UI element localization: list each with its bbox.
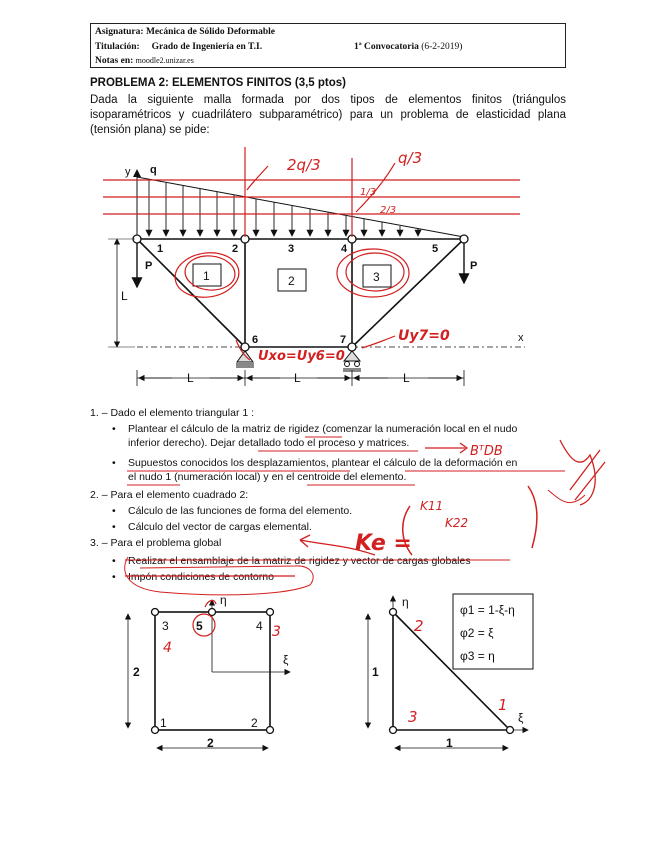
q1-bullet1-b: inferior derecho). Dejar detallado todo el proceso y matrices. [128,437,410,449]
quad-n1: 1 [160,716,167,730]
node-5 [460,235,468,243]
node-7 [348,343,356,351]
asignatura-label: Asignatura [95,27,141,37]
node-1-label: 1 [157,243,164,255]
notas-value: moodle2.unizar.es [135,56,194,65]
q2-heading: 2. – Para el elemento cuadrado 2: [90,489,249,501]
q23-note: 2q/3 [287,156,321,174]
q1-heading: 1. – Dado el elemento triangular 1 : [90,407,255,419]
element-2-label: 2 [288,274,295,288]
quad-n4: 4 [256,619,263,633]
axis-y-label: y [125,166,131,178]
asignatura-value: : Mecánica de Sólido Deformable [140,27,275,37]
force-left-label: P [145,260,153,272]
q2-bullet2: Cálculo del vector de cargas elemental. [128,521,312,533]
frac23-note: 2/3 [380,205,397,216]
q3-bullet2: Impón condiciones de contorno [128,571,274,583]
convocatoria-label: 1ª Convocatoria [354,42,419,52]
quad-figure [128,600,290,748]
btdb-note: BᵀDB [470,444,503,459]
pen-labels-text [355,444,503,556]
height-label: L [121,289,128,303]
q2-bullet1: Cálculo de las funciones de forma del elemento. [128,505,353,517]
tri-r3: 3 [408,708,418,726]
node-3-label: 3 [288,243,295,255]
q1-bullet1-a: Plantear el cálculo de la matriz de rigidez (comenzar la numeración local en el nudo [128,423,518,435]
support-7 [343,351,361,372]
uy7-note: Uy7=0 [398,328,450,344]
span2-label: L [294,371,301,385]
problem-title: PROBLEMA 2: ELEMENTOS FINITOS (3,5 ptos) [90,77,347,89]
quad-dim-w: 2 [207,736,214,750]
pen-annotations-text [125,437,605,595]
quad-r4: 4 [163,640,172,656]
q1-bullet2-b: el nudo 1 (numeración local) y en el centroide del elemento. [128,471,407,483]
node-4-label: 4 [341,243,348,255]
k11-note: K11 [420,499,444,513]
tri-r1: 1 [498,696,508,714]
titulacion-label: Titulación: [95,42,140,52]
q3-heading: 3. – Para el problema global [90,537,222,549]
quad-dim-h: 2 [133,665,140,679]
node-7-label: 7 [340,334,347,346]
axis-x-label: x [518,332,524,344]
load-q-label: q [150,164,157,176]
quad-n2: 2 [251,716,258,730]
phi3: φ3 = η [460,649,495,663]
phi2: φ2 = ξ [460,626,494,640]
span3-label: L [403,371,410,385]
problem-intro: Dada la siguiente malla formada por dos tipos de elementos finitos (triángulos isoparamétricos y cuadrilátero subparamétrico) para un problema de elasticidad plana (tensión plana) se pide: [90,94,566,136]
tri-eta: η [402,595,409,609]
titulacion-value: Grado de Ingeniería en T.I. [151,42,263,52]
pen-annotations-mesh [103,147,520,360]
uxo-note: Uxo=Uy6=0 [258,349,345,364]
quad-pen-labels [163,624,281,656]
element-1-label: 1 [203,269,210,283]
notas-label: Notas en: [95,56,134,66]
node-6 [241,343,249,351]
node-5-label: 5 [432,243,439,255]
quad-outline [155,612,270,730]
tri-figure [368,594,533,748]
tri-r2: 2 [414,617,424,635]
q3-note: q/3 [398,149,423,167]
tri-dim-w: 1 [446,736,453,750]
support-6 [236,351,254,368]
ke-note: Ke = [355,531,412,556]
frac13-note: 1/3 [360,187,377,198]
quad-xi: ξ [283,653,289,667]
quad-eta: η [220,593,227,607]
element-3-label: 3 [373,270,380,284]
tri-dim-h: 1 [372,665,379,679]
quad-n5: 5 [196,619,203,633]
quad-r3: 3 [272,624,281,640]
q3-bullet1: Realizar el ensamblaje de la matriz de rigidez y vector de cargas globales [128,555,471,567]
node-2-label: 2 [232,243,239,255]
phi1: φ1 = 1-ξ-η [460,603,515,617]
load-slope [137,177,464,237]
quad-n3: 3 [162,619,169,633]
tri-xi: ξ [518,711,524,725]
node-6-label: 6 [252,334,259,346]
k22-note: K22 [445,516,469,530]
span1-label: L [187,371,194,385]
q1-bullet2-a: Supuestos conocidos los desplazamientos, plantear el cálculo de la deformación en [128,457,518,469]
convocatoria-date: (6-2-2019) [421,42,463,52]
force-right-label: P [470,260,478,272]
pen-labels-mesh [258,149,450,364]
